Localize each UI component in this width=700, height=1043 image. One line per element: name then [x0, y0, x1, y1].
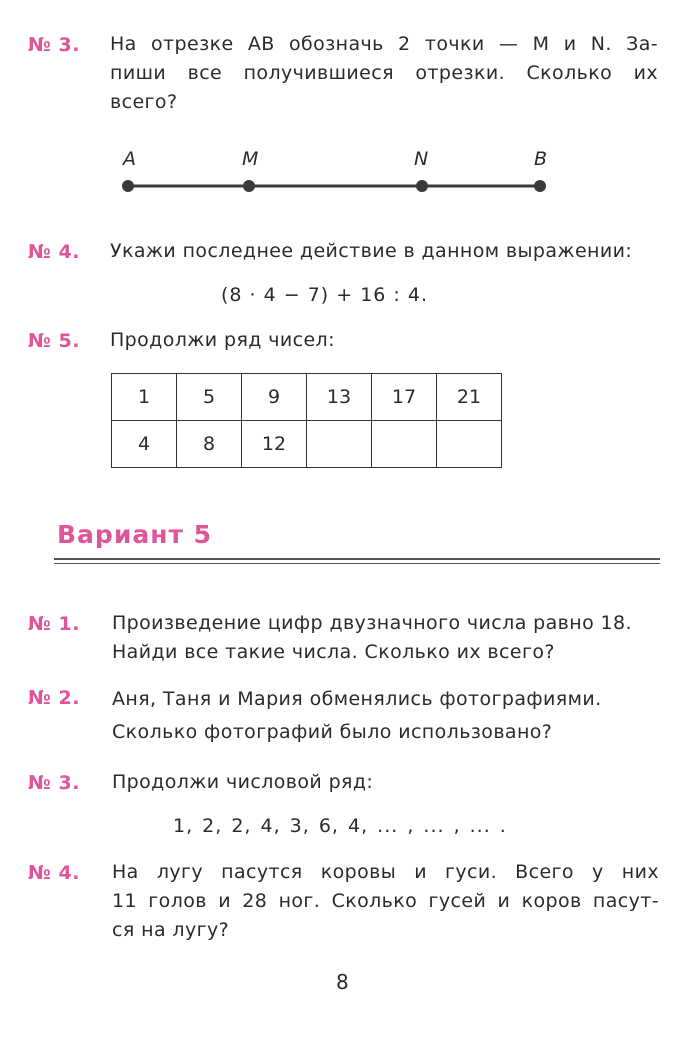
divider: [54, 563, 660, 564]
page-number: 8: [336, 970, 349, 994]
expression: (8 · 4 − 7) + 16 : 4.: [221, 284, 428, 306]
task-text-line: 11 голов и 28 ног. Сколько гусей и коров пасут-: [112, 890, 659, 912]
task-text-line: пиши все получившиеся отрезки. Сколько их: [110, 62, 658, 84]
point-label-a: A: [123, 148, 136, 170]
task-text: Укажи последнее действие в данном выражении:: [110, 240, 633, 262]
task-text-line: Сколько фотографий было использовано?: [112, 721, 553, 743]
task-number: № 4.: [28, 862, 80, 884]
point-label-n: N: [414, 148, 429, 170]
table-cell: [437, 421, 502, 468]
point-m: [243, 180, 255, 192]
table-row: [112, 421, 502, 468]
variant-title: Вариант 5: [57, 520, 213, 549]
table-cell: 5: [177, 374, 242, 421]
point-a: [122, 180, 134, 192]
sequence-table: [111, 373, 502, 468]
task-text-line: Аня, Таня и Мария обменялись фотографиями.: [112, 688, 602, 710]
task-text: [112, 858, 659, 945]
table-cell: 4: [112, 421, 177, 468]
task-text: [112, 609, 632, 667]
table-cell: [372, 421, 437, 468]
task-text-line: всего?: [110, 91, 178, 113]
task-text-line: Произведение цифр двузначного числа равно 18.: [112, 612, 632, 634]
task-text-line: ся на лугу?: [112, 919, 230, 941]
task-text: [110, 30, 658, 117]
task-text: Продолжи ряд чисел:: [110, 329, 335, 351]
task-text: Продолжи числовой ряд:: [112, 771, 374, 793]
table-cell: 17: [372, 374, 437, 421]
table-row: [112, 374, 502, 421]
table-cell: 21: [437, 374, 502, 421]
table-cell: [307, 421, 372, 468]
task-number: № 4.: [28, 241, 80, 263]
table-cell: 9: [242, 374, 307, 421]
table-cell: 8: [177, 421, 242, 468]
task-text-line: На отрезке AB обозначь 2 точки — M и N. За-: [110, 33, 658, 55]
table-cell: 12: [242, 421, 307, 468]
point-n: [416, 180, 428, 192]
table-cell: 13: [307, 374, 372, 421]
task-text-line: Найди все такие числа. Сколько их всего?: [112, 641, 555, 663]
point-b: [534, 180, 546, 192]
point-label-b: B: [534, 148, 548, 170]
task-number: № 5.: [28, 330, 80, 352]
task-number: № 3.: [28, 772, 80, 794]
task-number: № 1.: [28, 613, 80, 635]
table-cell: 1: [112, 374, 177, 421]
segment-ab: [110, 172, 560, 200]
task-text-line: На лугу пасутся коровы и гуси. Всего у них: [112, 861, 659, 883]
task-number: № 3.: [28, 34, 80, 56]
task-text: [112, 683, 602, 749]
divider: [54, 558, 660, 560]
number-sequence: 1, 2, 2, 4, 3, 6, 4, ... , ... , ... .: [173, 815, 507, 837]
task-number: № 2.: [28, 687, 80, 709]
point-label-m: M: [242, 148, 259, 170]
